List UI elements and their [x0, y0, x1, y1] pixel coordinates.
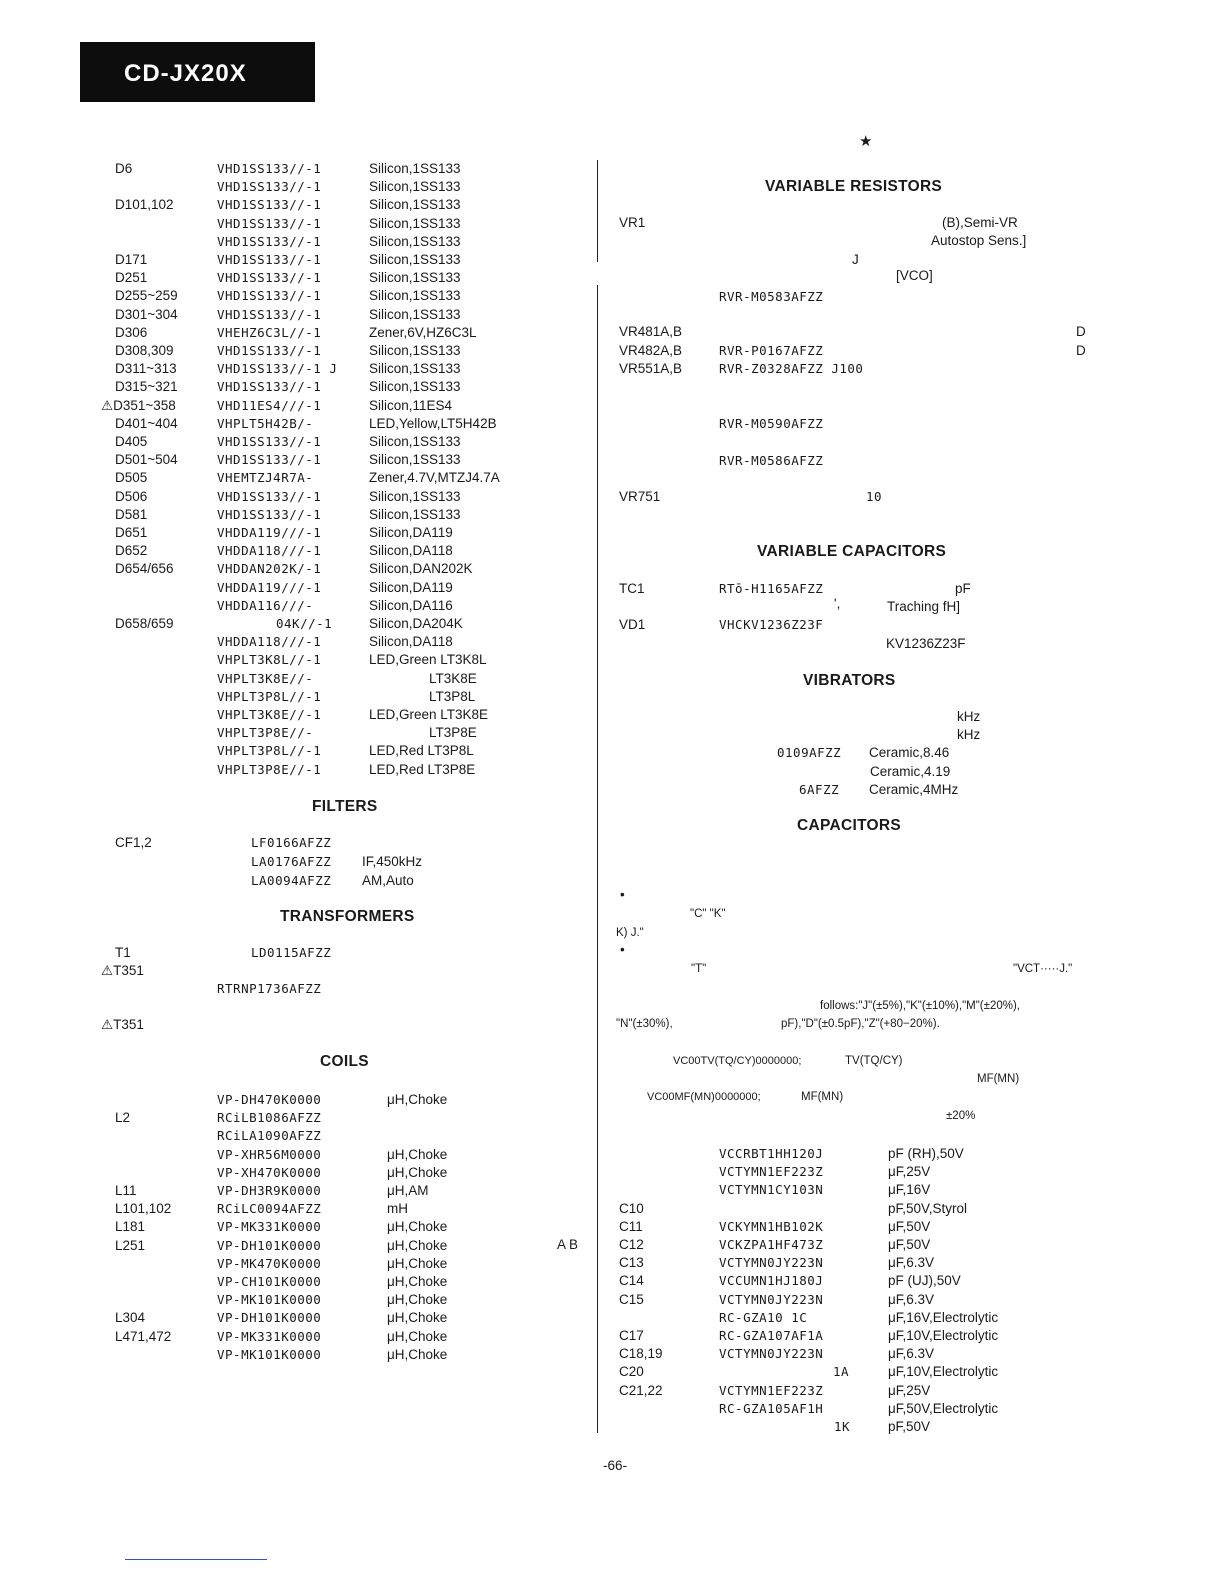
diode-row-desc: Silicon,1SS133	[369, 215, 461, 231]
coil-row-ref: L251	[115, 1237, 146, 1253]
diode-row-desc: Silicon,DA119	[369, 579, 453, 595]
diode-row-part: VHD1SS133//-1	[217, 215, 322, 231]
capacitor-row-desc: μF,6.3V	[888, 1291, 935, 1307]
vd1-ref: VD1	[619, 617, 646, 632]
diode-row-desc: LT3P8L	[429, 688, 476, 704]
coil-row-desc: μH,Choke	[387, 1328, 448, 1344]
tc1-desc: Traching fH]	[887, 599, 961, 614]
capacitor-row-desc: μF,16V	[888, 1182, 931, 1198]
coil-row-part: VP-CH101K0000	[217, 1274, 322, 1289]
star-mark: ★	[859, 133, 873, 150]
diode-row-desc: Silicon,1SS133	[369, 506, 461, 522]
capacitor-row-ref: C10	[619, 1200, 644, 1216]
capacitor-row-ref: C18,19	[619, 1346, 663, 1362]
diode-row-part: VHPLT3P8L//-1	[217, 743, 322, 759]
diode-row-ref: D651	[115, 525, 148, 540]
transformer-row-ref: T1	[115, 945, 131, 960]
coil-row-desc: μH,Choke	[387, 1237, 448, 1253]
diode-row-desc: Silicon,DA118	[369, 634, 453, 650]
diode-row-part: VHDDA119///-1	[217, 525, 322, 540]
coil-row-part: VP-DH101K0000	[217, 1310, 322, 1326]
diode-row-desc: Silicon,DA119	[369, 525, 453, 540]
diode-row-ref: D315~321	[115, 379, 178, 395]
diode-row-desc: Silicon,1SS133	[369, 361, 461, 377]
vco-label: [VCO]	[896, 268, 933, 283]
diode-row-ref: D301~304	[115, 306, 178, 322]
diode-row-desc: LT3K8E	[429, 670, 477, 686]
tc1-part: RTō-H1165AFZZ	[719, 581, 824, 596]
capacitor-row-desc: μF,10V,Electrolytic	[888, 1364, 999, 1380]
capacitors-title: CAPACITORS	[797, 817, 902, 834]
coil-row-part: RCiLC0094AFZZ	[217, 1201, 322, 1217]
capacitor-row-part: VCTYMN0JY223N	[719, 1255, 824, 1271]
filter-row-part: LF0166AFZZ	[251, 835, 332, 850]
ab-mark: A B	[557, 1237, 579, 1252]
diode-row-ref: D501~504	[115, 452, 178, 468]
coil-row-part: RCiLB1086AFZZ	[217, 1110, 322, 1126]
diode-row-ref: D658/659	[115, 616, 174, 631]
diode-row-part: VHD1SS133//-1	[217, 452, 322, 468]
diode-row-ref: D401~404	[115, 415, 178, 431]
capacitor-row-part: VCTYMN1CY103N	[719, 1182, 824, 1198]
coil-row-desc: μH,Choke	[387, 1255, 448, 1271]
diode-row-part: VHD1SS133//-1	[217, 343, 322, 358]
capacitor-row-part: RC-GZA107AF1A	[719, 1328, 824, 1343]
diode-row-part: VHPLT3P8E//-	[217, 725, 314, 741]
diode-row-desc: Silicon,1SS133	[369, 197, 461, 213]
transformer-row-part: LD0115AFZZ	[251, 945, 332, 960]
diode-row-part: VHPLT3P8L//-1	[217, 688, 322, 704]
filter-row-desc: IF,450kHz	[362, 854, 423, 869]
vr551-ref: VR551A,B	[619, 361, 683, 376]
coil-row-desc: μH,Choke	[387, 1292, 448, 1308]
capacitor-row-desc: pF (RH),50V	[888, 1146, 964, 1161]
diode-row-part: VHPLT3P8E//-1	[217, 761, 322, 777]
capacitor-row-part: VCCUMN1HJ180J	[719, 1273, 824, 1289]
capacitor-row-part: VCTYMN1EF223Z	[719, 1164, 824, 1180]
diode-row-ref: D581	[115, 506, 148, 522]
coil-row-part: VP-MK470K0000	[217, 1255, 322, 1271]
transformer-row-ref: ⚠T351	[101, 1017, 144, 1032]
vr-part-5: RVR-M0586AFZZ	[719, 453, 824, 468]
diode-row-desc: LED,Yellow,LT5H42B	[369, 415, 497, 431]
diode-row-part: VHD1SS133//-1	[217, 506, 322, 522]
coil-row-ref: L181	[115, 1219, 146, 1235]
note-n30: "N"(±30%),	[616, 1018, 673, 1030]
capacitor-row-part: 1K	[834, 1419, 851, 1434]
note-vc00mf: VC00MF(MN)0000000;	[647, 1091, 761, 1103]
diode-row-part: VHD1SS133//-1	[217, 306, 322, 322]
coil-row-desc: μH,Choke	[387, 1219, 448, 1235]
diode-row-desc: LED,Red LT3P8E	[369, 761, 476, 777]
coil-row-ref: L471,472	[115, 1328, 172, 1344]
vr482-d: D	[1076, 343, 1086, 358]
diode-row-ref: D311~313	[115, 361, 177, 377]
transformer-row-part: RTRNP1736AFZZ	[217, 981, 322, 996]
filter-row-desc: AM,Auto	[362, 873, 414, 888]
model-header	[80, 42, 315, 102]
capacitor-row-ref: C20	[619, 1364, 644, 1380]
model-title: CD-JX20X	[124, 60, 247, 87]
capacitor-row-desc: μF,6.3V	[888, 1346, 935, 1362]
capacitor-row-desc: μF,25V	[888, 1164, 931, 1180]
diode-row-part: VHDDA116///-	[217, 597, 314, 613]
capacitor-row-ref: C21,22	[619, 1382, 663, 1398]
coil-row-part: VP-MK101K0000	[217, 1292, 322, 1308]
diode-row-part: VHD1SS133//-1	[217, 288, 322, 304]
coil-row-part: VP-MK101K0000	[217, 1346, 322, 1362]
diode-row-desc: Silicon,1SS133	[369, 288, 461, 304]
capacitor-row-desc: pF (UJ),50V	[888, 1273, 961, 1289]
diode-row-ref: D255~259	[115, 288, 178, 304]
capacitor-row-part: VCKZPA1HF473Z	[719, 1237, 824, 1252]
diode-row-part: 04K//-1	[276, 616, 333, 631]
variable-capacitors-title: VARIABLE CAPACITORS	[757, 543, 947, 560]
diode-row-desc: Silicon,1SS133	[369, 488, 461, 504]
note-pf: pF),"D"(±0.5pF),"Z"(+80−20%).	[781, 1018, 940, 1030]
diode-row-desc: Zener,6V,HZ6C3L	[369, 324, 477, 340]
note-mfmn-2: MF(MN)	[801, 1091, 844, 1103]
diode-row-desc: Silicon,1SS133	[369, 379, 461, 395]
coil-row-desc: μH,Choke	[387, 1146, 448, 1162]
capacitor-row-ref: C15	[619, 1291, 644, 1307]
filters-title: FILTERS	[312, 798, 378, 815]
vr482-ref: VR482A,B	[619, 343, 683, 358]
capacitor-row-part: 1A	[833, 1364, 850, 1380]
diode-row-part: VHDDA119///-1	[217, 579, 322, 595]
note-follows: follows:"J"(±5%),"K"(±10%),"M"(±20%),	[820, 1000, 1020, 1012]
note-c-k: "C" "K"	[690, 908, 726, 920]
vr1-desc: (B),Semi-VR	[942, 215, 1018, 230]
diode-row-desc: Silicon,1SS133	[369, 452, 461, 468]
transformers-title: TRANSFORMERS	[280, 908, 415, 925]
diode-row-ref: D101,102	[115, 197, 174, 213]
diode-row-part: VHDDA118///-1	[217, 634, 322, 650]
capacitor-row-desc: μF,50V	[888, 1218, 931, 1234]
capacitor-row-ref: C11	[619, 1218, 643, 1234]
diode-row-desc: Silicon,11ES4	[369, 397, 453, 413]
diode-row-desc: Silicon,1SS133	[369, 161, 461, 176]
diode-row-desc: Silicon,1SS133	[369, 306, 461, 322]
capacitor-row-desc: μF,50V,Electrolytic	[888, 1400, 999, 1416]
note-vc00tv: VC00TV(TQ/CY)0000000;	[673, 1055, 802, 1067]
diode-row-ref: D306	[115, 324, 148, 340]
note-vct: "VCT·····J."	[1013, 963, 1073, 975]
diode-row-part: VHD1SS133//-1	[217, 233, 322, 249]
coils-title: COILS	[320, 1053, 369, 1070]
vib-desc-3: Ceramic,4MHz	[869, 782, 959, 797]
tc1-tick: ',	[834, 596, 841, 611]
diode-row-ref: D251	[115, 270, 148, 286]
vib-khz-2: kHz	[957, 727, 981, 742]
diode-row-desc: Silicon,DA116	[369, 597, 453, 613]
diode-row-desc: Silicon,1SS133	[369, 343, 461, 358]
capacitor-row-part: RC-GZA10 1C	[719, 1309, 808, 1325]
vr481-ref: VR481A,B	[619, 324, 683, 339]
diode-row-part: VHEHZ6C3L//-1	[217, 324, 322, 340]
diode-row-ref: D506	[115, 488, 148, 504]
diode-row-part: VHDDA118///-1	[217, 543, 322, 559]
vr751-ref: VR751	[619, 489, 661, 504]
note-bullet-2: •	[620, 942, 625, 957]
vib-khz-1: kHz	[957, 709, 981, 724]
note-pm20: ±20%	[946, 1110, 976, 1122]
tc1-pf: pF	[955, 581, 971, 596]
diode-row-part: VHD1SS133//-1	[217, 179, 322, 195]
note-t: "T"	[691, 963, 707, 975]
coil-row-ref: L2	[115, 1110, 131, 1126]
diode-row-ref: D654/656	[115, 561, 174, 577]
vr751-value: 10	[866, 489, 883, 504]
capacitor-row-part: VCTYMN0JY223N	[719, 1346, 824, 1362]
coil-row-desc: μH,Choke	[387, 1164, 448, 1180]
diode-row-desc: LED,Green LT3K8L	[369, 652, 487, 668]
diode-row-part: VHD1SS133//-1	[217, 270, 322, 286]
diode-row-ref: ⚠D351~358	[101, 397, 176, 413]
tc1-ref: TC1	[619, 581, 645, 596]
vr481-d: D	[1076, 324, 1086, 339]
capacitor-row-desc: pF,50V	[888, 1419, 931, 1434]
diode-row-ref: D505	[115, 470, 148, 486]
column-divider	[597, 285, 598, 1433]
note-tvtq: TV(TQ/CY)	[845, 1055, 903, 1067]
coil-row-desc: μH,AM	[387, 1183, 429, 1198]
vr1-desc2: Autostop Sens.]	[931, 233, 1027, 248]
vr1-ref: VR1	[619, 215, 646, 230]
capacitor-row-part: VCTYMN1EF223Z	[719, 1382, 824, 1398]
capacitor-row-ref: C13	[619, 1255, 644, 1271]
capacitor-row-part: VCCRBT1HH120J	[719, 1146, 824, 1161]
vr-part-1: RVR-M0583AFZZ	[719, 289, 824, 304]
footer-rule	[125, 1559, 267, 1560]
coil-row-ref: L304	[115, 1310, 146, 1326]
diode-row-ref: D308,309	[115, 343, 174, 358]
diode-row-desc: Silicon,1SS133	[369, 179, 461, 195]
note-kj: K) J."	[616, 927, 644, 939]
vd1-part: VHCKV1236Z23F	[719, 617, 824, 632]
diode-row-part: VHD1SS133//-1	[217, 197, 322, 213]
capacitor-row-desc: μF,25V	[888, 1382, 931, 1398]
coil-row-desc: μH,Choke	[387, 1274, 448, 1289]
diode-row-part: VHD1SS133//-1	[217, 252, 322, 267]
diode-row-ref: D171	[115, 252, 148, 267]
diode-row-part: VHD1SS133//-1	[217, 379, 322, 395]
coil-row-ref: L11	[115, 1183, 137, 1198]
filter-row-ref: CF1,2	[115, 835, 152, 850]
diode-row-part: VHPLT3K8L//-1	[217, 652, 322, 668]
note-mfmn: MF(MN)	[977, 1073, 1020, 1085]
coil-row-part: VP-DH3R9K0000	[217, 1183, 322, 1198]
diode-row-part: VHD1SS133//-1	[217, 434, 322, 449]
capacitor-row-part: RC-GZA105AF1H	[719, 1400, 824, 1416]
capacitor-row-part: VCTYMN0JY223N	[719, 1291, 824, 1307]
diode-row-part: VHD1SS133//-1	[217, 488, 322, 504]
j-mark: J	[852, 252, 859, 267]
coil-row-part: VP-XHR56M0000	[217, 1146, 322, 1162]
coil-row-ref: L101,102	[115, 1201, 172, 1217]
capacitor-row-ref: C17	[619, 1328, 644, 1343]
coil-row-desc: μH,Choke	[387, 1092, 448, 1107]
filter-row-part: LA0094AFZZ	[251, 873, 332, 888]
capacitor-row-ref: C14	[619, 1273, 644, 1289]
filter-row-part: LA0176AFZZ	[251, 854, 332, 869]
diode-row-part: VHPLT3K8E//-	[217, 670, 314, 686]
capacitor-row-ref: C12	[619, 1237, 644, 1252]
vib-part-3: 6AFZZ	[799, 782, 840, 797]
vib-desc-2: Ceramic,4.19	[870, 764, 951, 779]
diode-row-part: VHD1SS133//-1	[217, 161, 322, 176]
coil-row-part: RCiLA1090AFZZ	[217, 1128, 322, 1144]
diode-row-ref: D405	[115, 434, 148, 449]
capacitor-row-desc: pF,50V,Styrol	[888, 1200, 968, 1216]
diode-row-desc: LT3P8E	[429, 725, 477, 741]
capacitor-row-part: VCKYMN1HB102K	[719, 1218, 824, 1234]
diode-row-part: VHEMTZJ4R7A-	[217, 470, 314, 486]
vib-desc-1: Ceramic,8.46	[869, 745, 950, 760]
column-divider-top	[597, 160, 598, 262]
diode-row-desc: Silicon,DA118	[369, 543, 453, 559]
page-number: -66-	[603, 1458, 628, 1473]
diode-row-part: VHPLT3K8E//-1	[217, 707, 322, 722]
coil-row-part: VP-MK331K0000	[217, 1328, 322, 1344]
diode-row-ref: D652	[115, 543, 148, 559]
coil-row-part: VP-MK331K0000	[217, 1219, 322, 1235]
diode-row-desc: LED,Green LT3K8E	[369, 707, 489, 722]
transformer-row-ref: ⚠T351	[101, 963, 144, 978]
coil-row-desc: μH,Choke	[387, 1346, 448, 1362]
capacitor-row-desc: μF,50V	[888, 1237, 931, 1252]
diode-row-part: VHDDAN202K/-1	[217, 561, 322, 577]
diode-row-desc: LED,Red LT3P8L	[369, 743, 474, 759]
vib-part-1: 0109AFZZ	[777, 745, 842, 760]
capacitor-row-desc: μF,10V,Electrolytic	[888, 1328, 999, 1343]
vibrators-title: VIBRATORS	[803, 672, 896, 689]
diode-row-part: VHD11ES4///-1	[217, 397, 322, 413]
note-bullet-1: •	[620, 887, 625, 902]
diode-row-desc: Silicon,1SS133	[369, 252, 461, 267]
diode-row-part: VHD1SS133//-1 J	[217, 361, 338, 377]
capacitor-row-desc: μF,6.3V	[888, 1255, 935, 1271]
diode-row-ref: D6	[115, 161, 133, 176]
diode-row-desc: Silicon,DAN202K	[369, 561, 473, 577]
diode-row-desc: Silicon,1SS133	[369, 233, 461, 249]
diode-row-desc: Silicon,DA204K	[369, 616, 463, 631]
capacitor-row-desc: μF,16V,Electrolytic	[888, 1309, 999, 1325]
variable-resistors-title: VARIABLE RESISTORS	[765, 178, 943, 195]
diode-row-desc: Zener,4.7V,MTZJ4.7A	[369, 470, 500, 486]
coil-row-part: VP-DH470K0000	[217, 1092, 322, 1107]
coil-row-part: VP-XH470K0000	[217, 1164, 322, 1180]
coil-row-desc: mH	[387, 1201, 408, 1217]
vr-part-4: RVR-M0590AFZZ	[719, 416, 824, 431]
diode-row-desc: Silicon,1SS133	[369, 270, 461, 286]
coil-row-desc: μH,Choke	[387, 1310, 448, 1326]
coil-row-part: VP-DH101K0000	[217, 1237, 322, 1253]
vr-part-2: RVR-P0167AFZZ	[719, 343, 824, 358]
diode-row-part: VHPLT5H42B/-	[217, 415, 314, 431]
vr-part-3: RVR-Z0328AFZZ J100	[719, 361, 864, 376]
diode-row-desc: Silicon,1SS133	[369, 434, 461, 449]
vd1-desc: KV1236Z23F	[886, 636, 966, 651]
